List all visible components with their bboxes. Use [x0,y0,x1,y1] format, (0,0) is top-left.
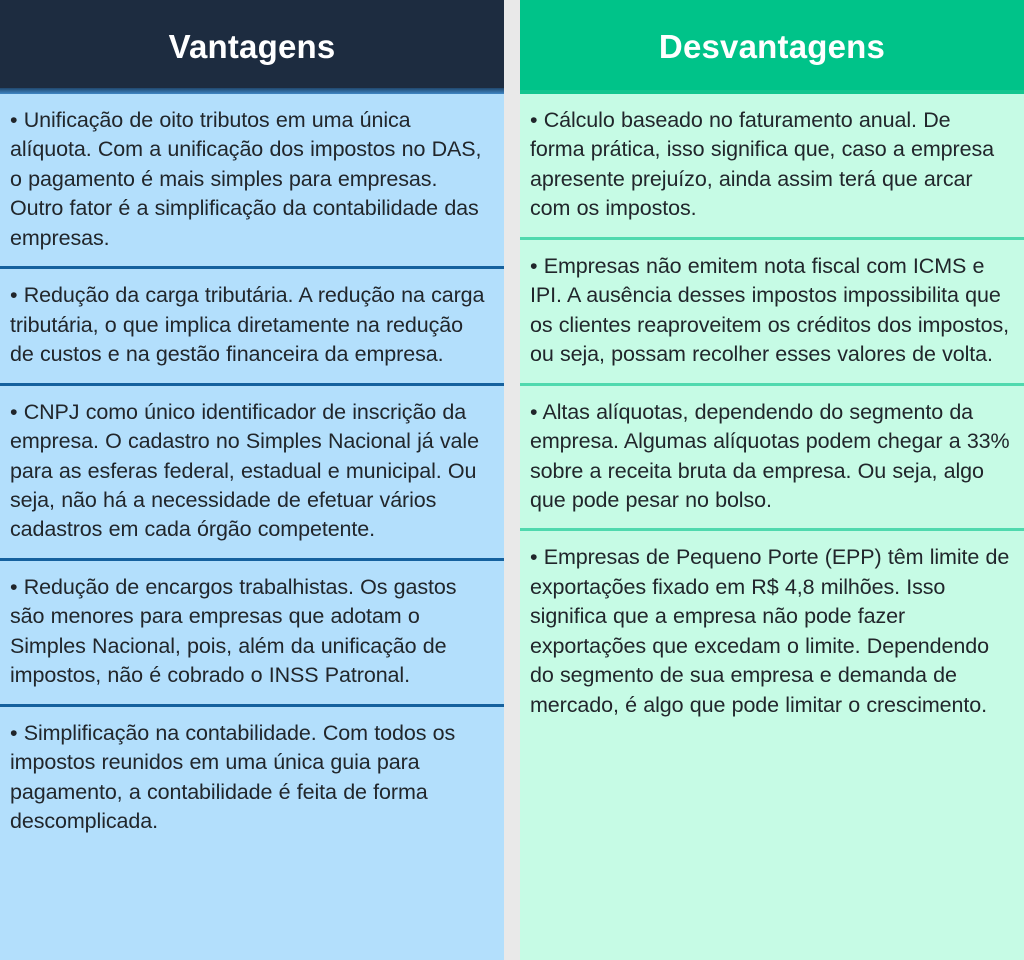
pros-list-item [0,94,504,266]
pros-item-text: • Unificação de oito tributos em uma única alíquota. Com a unificação dos impostos no DAS, o pagamento é mais simples para empresas. Outro fator é a simplificação da contabilidade das empresas. [10,108,482,250]
pros-item-text: • Simplificação na contabilidade. Com todos os impostos reunidos em uma única guia para pagamento, a contabilidade é feita de forma descomplicada. [10,720,456,834]
cons-item-text: • Empresas de Pequeno Porte (EPP) têm limite de exportações fixado em R$ 4,8 milhões. Isso significa que a empresa não pode fazer exportações que excedam o limite. Dependendo do segmento de sua empresa e demanda de mercado, é algo que pode limitar o crescimento. [530,545,1010,717]
cons-list [520,94,1024,960]
cons-list-item [520,386,1024,529]
pros-list-item [0,386,504,558]
pros-column [0,0,504,960]
pros-list-item [0,707,504,850]
pros-column-header [0,0,504,94]
cons-column-header [520,0,1024,94]
pros-list-item [0,269,504,382]
pros-item-text: • Redução da carga tributária. A redução na carga tributária, o que implica diretamente na redução de custos e na gestão financeira da empresa. [10,283,485,367]
cons-item-text: • Altas alíquotas, dependendo do segmento da empresa. Algumas alíquotas podem chegar a 33% sobre a receita bruta da empresa. Ou seja, algo que pode pesar no bolso. [530,399,1010,512]
cons-list-item [520,240,1024,383]
column-divider [504,0,520,960]
cons-column-title: Desvantagens [658,27,886,65]
cons-item-text: • Empresas não emitem nota fiscal com ICMS e IPI. A ausência desses impostos impossibilita que os clientes reaproveitem os créditos dos impostos, ou seja, possam recolher esses valores de volta. [530,253,1009,367]
cons-item-text: • Cálculo baseado no faturamento anual. De forma prática, isso significa que, caso a empresa apresente prejuízo, ainda assim terá que arcar com os impostos. [530,108,994,221]
pros-item-text: • Redução de encargos trabalhistas. Os gastos são menores para empresas que adotam o Simples Nacional, pois, além da unificação de impostos, não é cobrado o INSS Patronal. [10,574,457,688]
pros-item-text: • CNPJ como único identificador de inscrição da empresa. O cadastro no Simples Nacional já vale para as esferas federal, estadual e municipal. Ou seja, não há a necessidade de efetuar vários cadastros em cada órgão competente. [10,399,479,542]
pros-list [0,94,504,960]
cons-list-item [520,531,1024,733]
pros-list-item [0,561,504,704]
cons-column [520,0,1024,960]
pros-column-title: Vantagens [168,27,336,65]
cons-empty-space [520,733,1024,960]
cons-list-item [520,94,1024,237]
